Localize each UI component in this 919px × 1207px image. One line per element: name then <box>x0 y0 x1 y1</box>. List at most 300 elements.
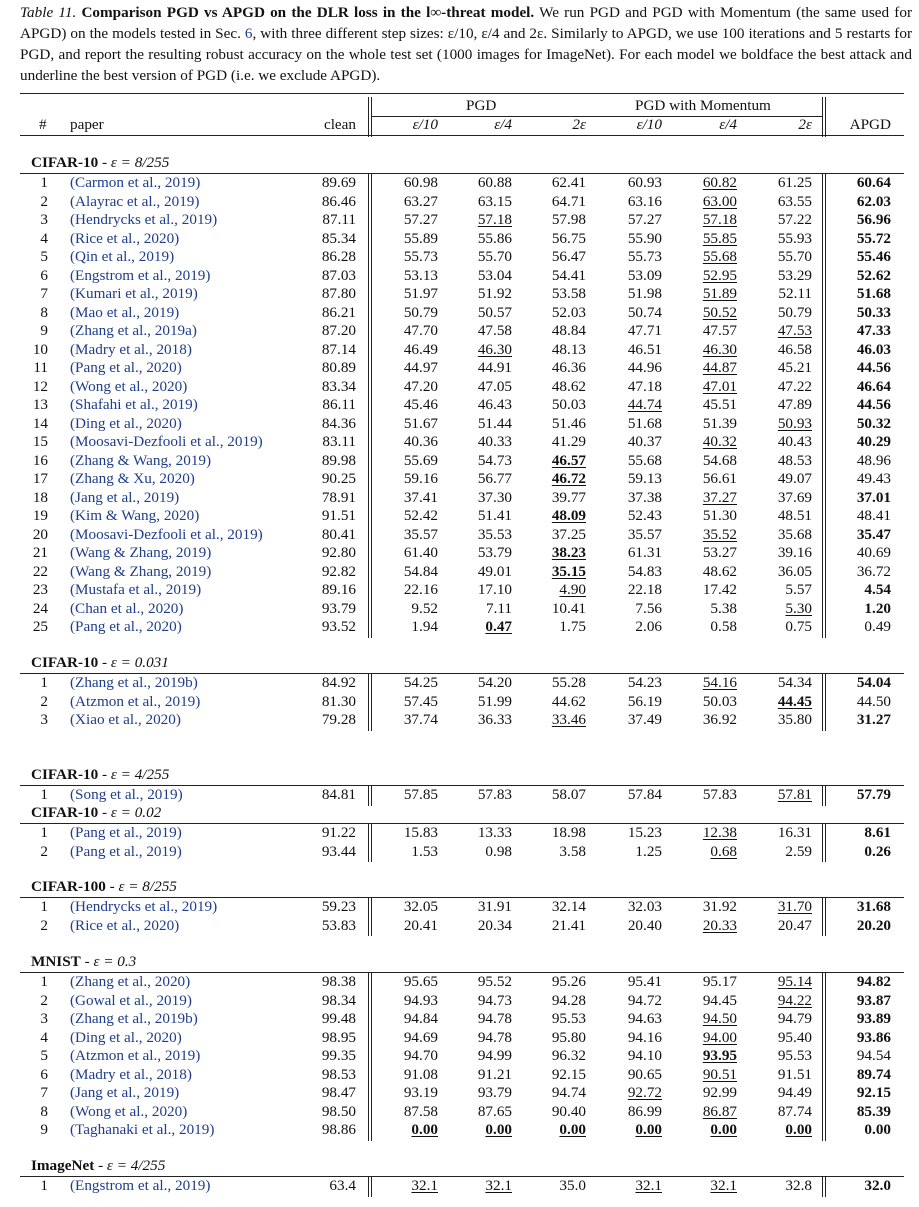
clean-acc: 99.48 <box>321 1010 356 1027</box>
paper-cite[interactable]: (Kim & Wang, 2020) <box>70 507 200 524</box>
header-num: # <box>39 116 47 133</box>
paper-cite[interactable]: (Moosavi-Dezfooli et al., 2019) <box>70 433 263 450</box>
row-index: 7 <box>40 1084 48 1101</box>
mom-2eps: 49.07 <box>777 470 812 487</box>
pgd-eps4: 46.43 <box>477 396 512 413</box>
pgd-eps4: 60.88 <box>477 174 512 191</box>
pgd-eps10: 53.13 <box>403 266 438 284</box>
paper-cite[interactable]: (Carmon et al., 2019) <box>70 174 201 191</box>
pgd-eps10: 57.85 <box>403 786 438 803</box>
mom-eps4: 86.87 <box>702 1102 737 1120</box>
pgd-2eps: 56.75 <box>551 229 586 247</box>
paper-cite[interactable]: (Hendrycks et al., 2019) <box>70 898 218 915</box>
paper-cite[interactable]: (Kumari et al., 2019) <box>70 285 198 302</box>
pgd-eps4: 20.34 <box>477 916 512 934</box>
mom-eps10: 63.16 <box>627 192 662 210</box>
clean-acc: 86.28 <box>321 248 356 265</box>
table-row <box>0 378 919 397</box>
pgd-eps4: 93.79 <box>477 1084 512 1101</box>
clean-acc: 98.86 <box>321 1121 356 1138</box>
paper-cite[interactable]: (Pang et al., 2019) <box>70 842 182 860</box>
table-row <box>0 1010 919 1029</box>
paper-cite[interactable]: (Rice et al., 2020) <box>70 916 180 934</box>
paper-cite[interactable]: (Xiao et al., 2020) <box>70 711 181 728</box>
pgd-2eps: 90.40 <box>551 1102 586 1120</box>
pgd-eps4: 7.11 <box>485 599 512 617</box>
paper-cite[interactable]: (Madry et al., 2018) <box>70 340 192 358</box>
pgd-2eps: 64.71 <box>551 192 586 210</box>
pgd-eps4: 53.79 <box>477 544 512 561</box>
section-title: CIFAR-10 - ε = 0.02 <box>31 804 162 821</box>
apgd-acc: 55.72 <box>856 229 891 247</box>
apgd-acc: 85.39 <box>856 1102 891 1120</box>
pgd-2eps: 94.74 <box>551 1084 586 1101</box>
row-index: 4 <box>40 229 48 247</box>
mom-2eps: 16.31 <box>777 824 812 841</box>
clean-acc: 86.11 <box>322 396 356 413</box>
mom-2eps: 32.8 <box>785 1177 812 1194</box>
mom-eps4: 50.52 <box>702 303 737 321</box>
mom-eps10: 60.93 <box>627 174 662 191</box>
paper-cite[interactable]: (Qin et al., 2019) <box>70 248 175 265</box>
pgd-2eps: 48.09 <box>551 507 586 524</box>
row-index: 14 <box>32 414 48 432</box>
pgd-eps10: 52.42 <box>403 507 438 524</box>
pgd-eps4: 47.58 <box>477 322 512 339</box>
apgd-acc: 50.32 <box>856 414 891 432</box>
pgd-eps10: 55.73 <box>403 248 438 265</box>
clean-acc: 98.47 <box>321 1084 356 1101</box>
mom-eps10: 46.51 <box>627 340 662 358</box>
paper-cite[interactable]: (Wong et al., 2020) <box>70 377 188 395</box>
mom-2eps: 39.16 <box>777 544 812 561</box>
paper-cite[interactable]: (Zhang & Xu, 2020) <box>70 470 195 487</box>
pgd-eps10: 51.97 <box>403 285 438 302</box>
table-row <box>0 230 919 249</box>
caption-label: Table 11. <box>20 4 77 21</box>
table-row <box>0 193 919 212</box>
row-index: 1 <box>40 174 48 191</box>
clean-acc: 81.30 <box>321 692 356 710</box>
paper-cite[interactable]: (Jang et al., 2019) <box>70 1084 180 1101</box>
header-mom-eps4: ε/4 <box>719 116 737 133</box>
mom-eps10: 57.84 <box>627 786 662 803</box>
paper-cite[interactable]: (Zhang et al., 2019a) <box>70 322 197 339</box>
pgd-eps4: 0.00 <box>485 1121 512 1138</box>
apgd-acc: 31.68 <box>856 898 891 915</box>
mom-eps4: 40.32 <box>702 433 737 450</box>
apgd-acc: 93.87 <box>856 991 891 1009</box>
mom-eps4: 46.30 <box>702 340 737 358</box>
pgd-eps10: 54.84 <box>403 562 438 580</box>
header-vline-3 <box>822 97 823 137</box>
clean-acc: 87.20 <box>321 322 356 339</box>
mom-2eps: 55.70 <box>777 248 812 265</box>
mom-2eps: 53.29 <box>777 266 812 284</box>
pgd-eps4: 51.92 <box>477 285 512 302</box>
caption-text-b: , with three different step sizes: ε/10, ε/4 and 2ε. Similarly to APGD, we use 100 iterations and 5 restarts for PGD, and report the resulting robust accuracy on the whole test set (1000 images for ImageNet). For each model we boldface the best attack and underline the best version of PGD (i.e. we exclude APGD). <box>20 25 912 84</box>
clean-acc: 89.16 <box>321 581 356 598</box>
mom-eps4: 55.85 <box>702 229 737 247</box>
row-index: 1 <box>40 898 48 915</box>
mom-2eps: 50.79 <box>777 303 812 321</box>
row-index: 12 <box>32 377 48 395</box>
row-index: 9 <box>40 322 48 339</box>
row-index: 20 <box>32 525 48 543</box>
mom-eps10: 0.00 <box>635 1121 662 1138</box>
pgd-eps10: 94.84 <box>403 1010 438 1027</box>
section-dataset: CIFAR-10 <box>31 154 99 171</box>
section-dataset: CIFAR-100 <box>31 878 106 895</box>
section-epsilon: ε = 8/255 <box>118 878 177 895</box>
row-index: 24 <box>32 599 48 617</box>
mom-eps4: 51.39 <box>702 414 737 432</box>
pgd-2eps: 46.36 <box>551 359 586 376</box>
mom-eps4: 57.83 <box>702 786 737 803</box>
section-title: CIFAR-10 - ε = 8/255 <box>31 154 170 171</box>
table-row <box>0 415 919 434</box>
mom-2eps: 57.81 <box>777 786 812 803</box>
row-index: 3 <box>40 211 48 228</box>
mom-eps4: 37.27 <box>702 488 737 506</box>
pgd-2eps: 48.62 <box>551 377 586 395</box>
clean-acc: 79.28 <box>321 711 356 728</box>
mom-eps4: 54.16 <box>702 674 737 691</box>
pgd-2eps: 46.72 <box>551 470 586 487</box>
pgd-eps10: 1.94 <box>411 618 438 635</box>
header-vline-1 <box>368 97 369 137</box>
paper-cite[interactable]: (Engstrom et al., 2019) <box>70 1177 211 1194</box>
clean-acc: 87.03 <box>321 266 356 284</box>
mom-eps10: 20.40 <box>627 916 662 934</box>
pgd-2eps: 38.23 <box>551 544 586 561</box>
table-row <box>0 1103 919 1122</box>
pgd-eps4: 53.04 <box>477 266 512 284</box>
table-row <box>0 1066 919 1085</box>
pgd-eps10: 50.79 <box>403 303 438 321</box>
paper-cite[interactable]: (Mao et al., 2019) <box>70 303 180 321</box>
apgd-acc: 20.20 <box>856 916 891 934</box>
table-row <box>0 1177 919 1196</box>
mom-eps10: 1.25 <box>635 842 662 860</box>
mom-2eps: 95.14 <box>777 973 812 990</box>
clean-acc: 93.79 <box>321 599 356 617</box>
pgd-eps10: 15.83 <box>403 824 438 841</box>
mom-eps10: 53.09 <box>627 266 662 284</box>
pgd-2eps: 50.03 <box>551 396 586 413</box>
mom-eps10: 37.49 <box>627 711 662 728</box>
pgd-2eps: 55.28 <box>551 674 586 691</box>
apgd-acc: 94.82 <box>856 973 891 990</box>
row-index: 17 <box>32 470 48 487</box>
pgd-eps10: 37.41 <box>403 488 438 506</box>
mom-eps10: 44.96 <box>627 359 662 376</box>
row-index: 19 <box>32 507 48 524</box>
mom-2eps: 52.11 <box>778 285 812 302</box>
table-row <box>0 433 919 452</box>
apgd-acc: 0.49 <box>864 618 891 635</box>
row-index: 2 <box>40 692 48 710</box>
row-index: 1 <box>40 674 48 691</box>
row-index: 8 <box>40 303 48 321</box>
mom-eps10: 54.83 <box>627 562 662 580</box>
paper-cite[interactable]: (Zhang et al., 2020) <box>70 973 191 990</box>
clean-acc: 93.52 <box>321 618 356 635</box>
pgd-eps10: 46.49 <box>403 340 438 358</box>
mom-eps4: 57.18 <box>702 211 737 228</box>
apgd-acc: 36.72 <box>856 562 891 580</box>
mom-eps4: 55.68 <box>702 248 737 265</box>
paper-cite[interactable]: (Pang et al., 2020) <box>70 359 182 376</box>
mom-2eps: 31.70 <box>777 898 812 915</box>
table-row <box>0 674 919 693</box>
apgd-acc: 55.46 <box>856 248 891 265</box>
pgd-eps4: 47.05 <box>477 377 512 395</box>
row-index: 6 <box>40 266 48 284</box>
table-row <box>0 1121 919 1140</box>
pgd-eps10: 54.25 <box>403 674 438 691</box>
header-vline-2 <box>371 97 372 137</box>
pgd-eps10: 44.97 <box>403 359 438 376</box>
apgd-acc: 40.29 <box>856 433 891 450</box>
mom-eps10: 2.06 <box>635 618 662 635</box>
mom-eps10: 94.10 <box>627 1047 662 1064</box>
row-index: 2 <box>40 842 48 860</box>
paper-cite[interactable]: (Atzmon et al., 2019) <box>70 1047 201 1064</box>
mom-eps10: 54.23 <box>627 674 662 691</box>
section-title: CIFAR-10 - ε = 0.031 <box>31 654 169 671</box>
apgd-acc: 40.69 <box>856 544 891 561</box>
table-row <box>0 786 919 805</box>
row-index: 10 <box>32 340 48 358</box>
paper-cite[interactable]: (Taghanaki et al., 2019) <box>70 1121 215 1138</box>
section-title: MNIST - ε = 0.3 <box>31 953 137 970</box>
row-index: 1 <box>40 1177 48 1194</box>
row-index: 5 <box>40 248 48 265</box>
paper-cite[interactable]: (Madry et al., 2018) <box>70 1065 192 1083</box>
apgd-acc: 44.50 <box>856 692 891 710</box>
mom-2eps: 5.30 <box>785 599 812 617</box>
paper-cite[interactable]: (Shafahi et al., 2019) <box>70 396 198 413</box>
apgd-acc: 60.64 <box>856 174 891 191</box>
row-index: 7 <box>40 285 48 302</box>
paper-cite[interactable]: (Engstrom et al., 2019) <box>70 266 211 284</box>
paper-cite[interactable]: (Ding et al., 2020) <box>70 1028 182 1046</box>
mom-eps10: 86.99 <box>627 1102 662 1120</box>
section-dataset: MNIST <box>31 953 81 970</box>
header-vline-4 <box>825 97 826 137</box>
mom-eps4: 36.92 <box>702 711 737 728</box>
pgd-2eps: 1.75 <box>559 618 586 635</box>
mom-2eps: 91.51 <box>777 1065 812 1083</box>
pgd-2eps: 94.28 <box>551 991 586 1009</box>
pgd-eps4: 44.91 <box>477 359 512 376</box>
table-row <box>0 452 919 471</box>
pgd-eps4: 46.30 <box>477 340 512 358</box>
mom-2eps: 48.53 <box>777 451 812 469</box>
pgd-eps4: 57.18 <box>477 211 512 228</box>
pgd-eps10: 20.41 <box>403 916 438 934</box>
section-epsilon: ε = 4/255 <box>106 1157 166 1174</box>
header-apgd: APGD <box>849 116 891 133</box>
clean-acc: 98.50 <box>321 1102 356 1120</box>
clean-acc: 89.98 <box>321 451 356 469</box>
mom-eps4: 94.45 <box>702 991 737 1009</box>
table-row <box>0 267 919 286</box>
header-pgd-eps4: ε/4 <box>494 116 512 133</box>
section-epsilon: ε = 8/255 <box>110 154 170 171</box>
paper-cite[interactable]: (Song et al., 2019) <box>70 786 183 803</box>
paper-cite[interactable]: (Zhang & Wang, 2019) <box>70 451 212 469</box>
table-row <box>0 174 919 193</box>
mom-2eps: 95.40 <box>777 1028 812 1046</box>
pgd-eps4: 54.73 <box>477 451 512 469</box>
pgd-eps10: 51.67 <box>403 414 438 432</box>
clean-acc: 63.4 <box>329 1177 356 1194</box>
paper-cite[interactable]: (Ding et al., 2020) <box>70 414 182 432</box>
mom-2eps: 61.25 <box>777 174 812 191</box>
pgd-eps10: 57.27 <box>403 211 438 228</box>
paper-cite[interactable]: (Wang & Zhang, 2019) <box>70 544 212 561</box>
pgd-eps10: 94.70 <box>403 1047 438 1064</box>
paper-cite[interactable]: (Jang et al., 2019) <box>70 488 180 506</box>
table-row <box>0 248 919 267</box>
table-row <box>0 489 919 508</box>
mom-eps10: 90.65 <box>627 1065 662 1083</box>
apgd-acc: 51.68 <box>856 285 891 302</box>
apgd-acc: 50.33 <box>856 303 891 321</box>
mom-eps4: 60.82 <box>702 174 737 191</box>
mom-eps10: 52.43 <box>627 507 662 524</box>
pgd-eps10: 0.00 <box>411 1121 438 1138</box>
paper-cite[interactable]: (Atzmon et al., 2019) <box>70 692 201 710</box>
table-row <box>0 563 919 582</box>
mom-eps10: 61.31 <box>627 544 662 561</box>
table-row <box>0 843 919 862</box>
paper-cite[interactable]: (Chan et al., 2020) <box>70 599 184 617</box>
paper-cite[interactable]: (Wang & Zhang, 2019) <box>70 562 212 580</box>
row-index: 1 <box>40 973 48 990</box>
row-index: 1 <box>40 786 48 803</box>
paper-cite[interactable]: (Gowal et al., 2019) <box>70 991 192 1009</box>
pgd-2eps: 39.77 <box>551 488 586 506</box>
clean-acc: 84.36 <box>321 414 356 432</box>
pgd-eps4: 94.73 <box>477 991 512 1009</box>
paper-cite[interactable]: (Alayrac et al., 2019) <box>70 192 200 210</box>
header-pgd-2eps: 2ε <box>572 116 586 133</box>
section-epsilon: ε = 0.031 <box>110 654 169 671</box>
paper-cite[interactable]: (Pang et al., 2020) <box>70 618 182 635</box>
pgd-eps4: 35.53 <box>477 525 512 543</box>
pgd-eps10: 55.69 <box>403 451 438 469</box>
paper-cite[interactable]: (Pang et al., 2019) <box>70 824 182 841</box>
pgd-2eps: 48.84 <box>551 322 586 339</box>
paper-cite[interactable]: (Wong et al., 2020) <box>70 1102 188 1120</box>
pgd-eps4: 51.41 <box>477 507 512 524</box>
header-group-momentum: PGD with Momentum <box>635 97 771 114</box>
caption-sec-ref[interactable]: 6 <box>244 25 253 42</box>
row-index: 2 <box>40 991 48 1009</box>
apgd-acc: 32.0 <box>864 1177 891 1194</box>
mom-eps4: 53.27 <box>702 544 737 561</box>
table-row <box>0 581 919 600</box>
apgd-acc: 49.43 <box>856 470 891 487</box>
apgd-acc: 52.62 <box>856 266 891 284</box>
pgd-2eps: 53.58 <box>551 285 586 302</box>
section-title: ImageNet - ε = 4/255 <box>31 1157 166 1174</box>
clean-acc: 53.83 <box>321 916 356 934</box>
mom-2eps: 55.93 <box>777 229 812 247</box>
mom-2eps: 45.21 <box>777 359 812 376</box>
pgd-eps4: 13.33 <box>477 824 512 841</box>
pgd-eps4: 87.65 <box>477 1102 512 1120</box>
apgd-acc: 48.96 <box>856 451 891 469</box>
mom-2eps: 40.43 <box>777 433 812 450</box>
paper-cite[interactable]: (Moosavi-Dezfooli et al., 2019) <box>70 525 263 543</box>
mom-2eps: 20.47 <box>777 916 812 934</box>
table-row <box>0 618 919 637</box>
section-dataset: CIFAR-10 <box>31 654 99 671</box>
mom-eps4: 94.50 <box>702 1010 737 1027</box>
paper-cite[interactable]: (Hendrycks et al., 2019) <box>70 211 218 228</box>
clean-acc: 87.80 <box>321 285 356 302</box>
mom-eps10: 51.68 <box>627 414 662 432</box>
mom-eps4: 93.95 <box>702 1047 737 1064</box>
pgd-eps4: 0.47 <box>485 618 512 635</box>
pgd-eps4: 49.01 <box>477 562 512 580</box>
pgd-2eps: 52.03 <box>551 303 586 321</box>
pgd-eps10: 93.19 <box>403 1084 438 1101</box>
apgd-acc: 1.20 <box>864 599 891 617</box>
header-clean: clean <box>323 116 356 133</box>
mom-eps10: 55.73 <box>627 248 662 265</box>
pgd-2eps: 0.00 <box>559 1121 586 1138</box>
clean-acc: 89.69 <box>321 174 356 191</box>
table-row <box>0 824 919 843</box>
apgd-acc: 47.33 <box>856 322 891 339</box>
mom-eps4: 0.58 <box>710 618 737 635</box>
pgd-eps4: 51.44 <box>477 414 512 432</box>
table-row <box>0 600 919 619</box>
row-index: 13 <box>32 396 48 413</box>
mom-2eps: 95.53 <box>777 1047 812 1064</box>
paper-cite[interactable]: (Mustafa et al., 2019) <box>70 581 202 598</box>
pgd-eps10: 59.16 <box>403 470 438 487</box>
apgd-acc: 93.89 <box>856 1010 891 1027</box>
table-row <box>0 1047 919 1066</box>
paper-cite[interactable]: (Zhang et al., 2019b) <box>70 674 198 691</box>
header-paper: paper <box>70 116 104 133</box>
pgd-eps10: 47.70 <box>403 322 438 339</box>
mom-eps4: 50.03 <box>702 692 737 710</box>
table-row <box>0 359 919 378</box>
mom-2eps: 47.22 <box>777 377 812 395</box>
pgd-eps4: 54.20 <box>477 674 512 691</box>
header-mom-2eps: 2ε <box>798 116 812 133</box>
pgd-eps4: 55.86 <box>477 229 512 247</box>
mom-2eps: 0.00 <box>785 1121 812 1138</box>
paper-cite[interactable]: (Rice et al., 2020) <box>70 229 180 247</box>
mom-2eps: 0.75 <box>785 618 812 635</box>
paper-cite[interactable]: (Zhang et al., 2019b) <box>70 1010 198 1027</box>
pgd-2eps: 4.90 <box>559 581 586 598</box>
apgd-acc: 62.03 <box>856 192 891 210</box>
mom-eps4: 47.01 <box>702 377 737 395</box>
mom-2eps: 63.55 <box>777 192 812 210</box>
pgd-eps10: 32.05 <box>403 898 438 915</box>
mom-eps4: 0.00 <box>710 1121 737 1138</box>
clean-acc: 84.81 <box>321 786 356 803</box>
